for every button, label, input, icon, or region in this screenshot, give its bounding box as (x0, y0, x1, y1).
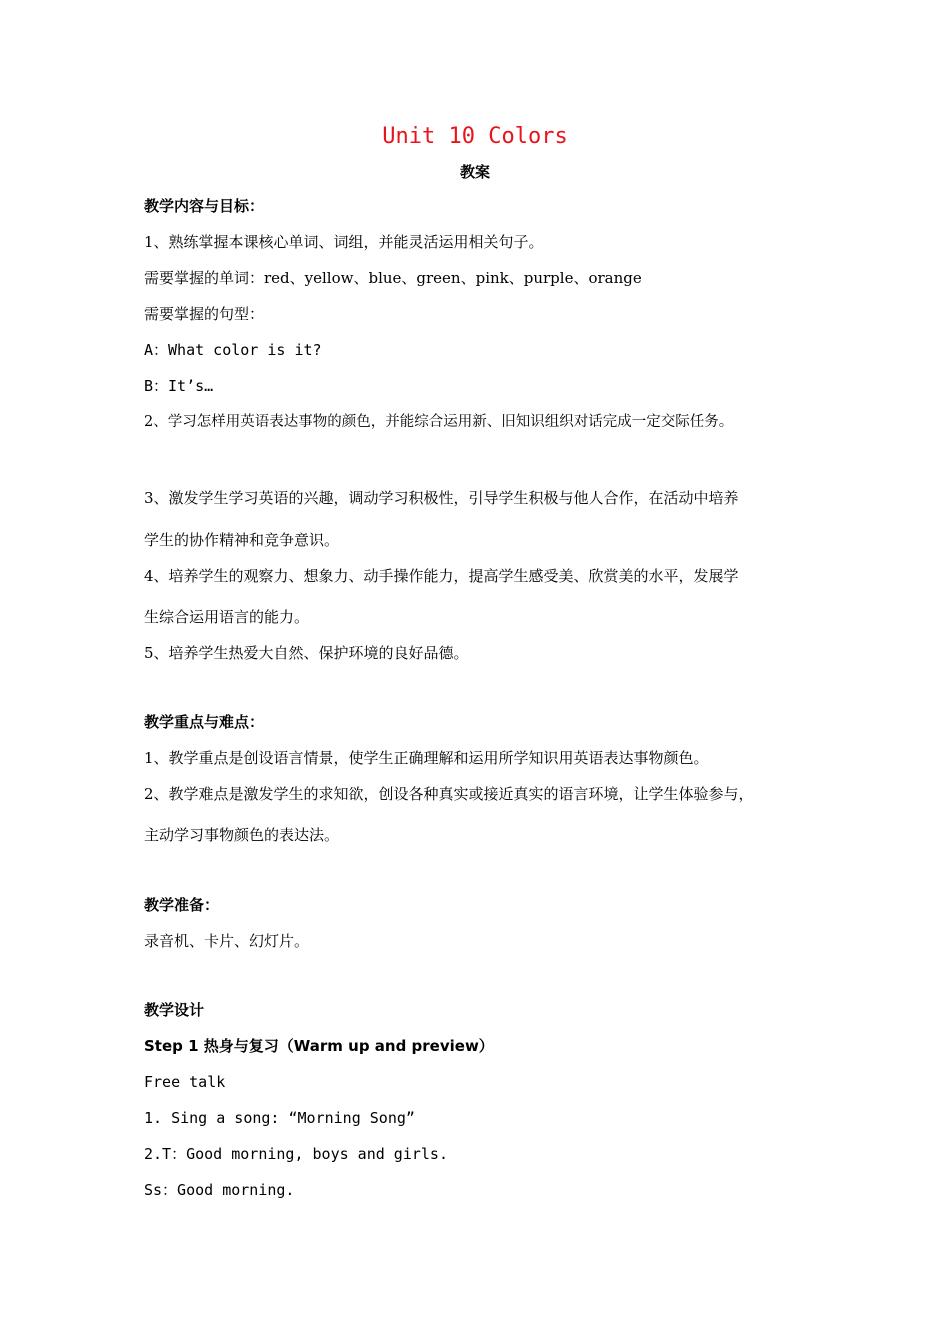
section-heading-prep: 教学准备： (144, 896, 220, 914)
goals-item-5: 5、培养学生热爱大自然、保护环境的良好品德。 (144, 644, 469, 662)
goals-sentence-a: A：What color is it? (144, 341, 322, 359)
goals-item-4-line-1: 4、培养学生的观察力、想象力、动手操作能力，提高学生感受美、欣赏美的水平，发展学 (144, 567, 739, 585)
goals-words: 需要掌握的单词：red、yellow、blue、green、pink、purple、orange (144, 269, 642, 287)
goals-sentence-b: B：It’s… (144, 377, 214, 395)
goals-item-1: 1、熟练掌握本课核心单词、词组，并能灵活运用相关句子。 (144, 233, 544, 251)
goals-sentences-label: 需要掌握的句型： (144, 305, 265, 323)
goals-item-3-line-1: 3、激发学生学习英语的兴趣，调动学习积极性，引导学生积极与他人合作，在活动中培养 (144, 489, 739, 507)
design-step-1: Step 1 热身与复习（Warm up and preview） (144, 1037, 494, 1055)
document-title: Unit 10 Colors (382, 124, 568, 149)
goals-item-4-line-2: 生综合运用语言的能力。 (144, 608, 310, 626)
design-item-1: 1. Sing a song: “Morning Song” (144, 1109, 415, 1127)
design-free-talk: Free talk (144, 1073, 226, 1091)
document-subtitle: 教案 (459, 163, 490, 181)
section-heading-design: 教学设计 (144, 1001, 205, 1019)
focus-item-1: 1、教学重点是创设语言情景，使学生正确理解和运用所学知识用英语表达事物颜色。 (144, 749, 709, 767)
section-heading-goals: 教学内容与目标： (144, 197, 265, 215)
prep-content: 录音机、卡片、幻灯片。 (144, 932, 310, 950)
focus-item-2-line-1: 2、教学难点是激发学生的求知欲，创设各种真实或接近真实的语言环境，让学生体验参与， (144, 785, 754, 803)
goals-item-3-line-2: 学生的协作精神和竞争意识。 (144, 531, 340, 549)
design-item-3: Ss：Good morning. (144, 1181, 295, 1199)
section-heading-focus: 教学重点与难点： (144, 713, 265, 731)
goals-item-2: 2、学习怎样用英语表达事物的颜色，并能综合运用新、旧知识组织对话完成一定交际任务。 (144, 414, 734, 430)
focus-item-2-line-2: 主动学习事物颜色的表达法。 (144, 826, 340, 844)
design-item-2: 2.T：Good morning, boys and girls. (144, 1145, 448, 1163)
